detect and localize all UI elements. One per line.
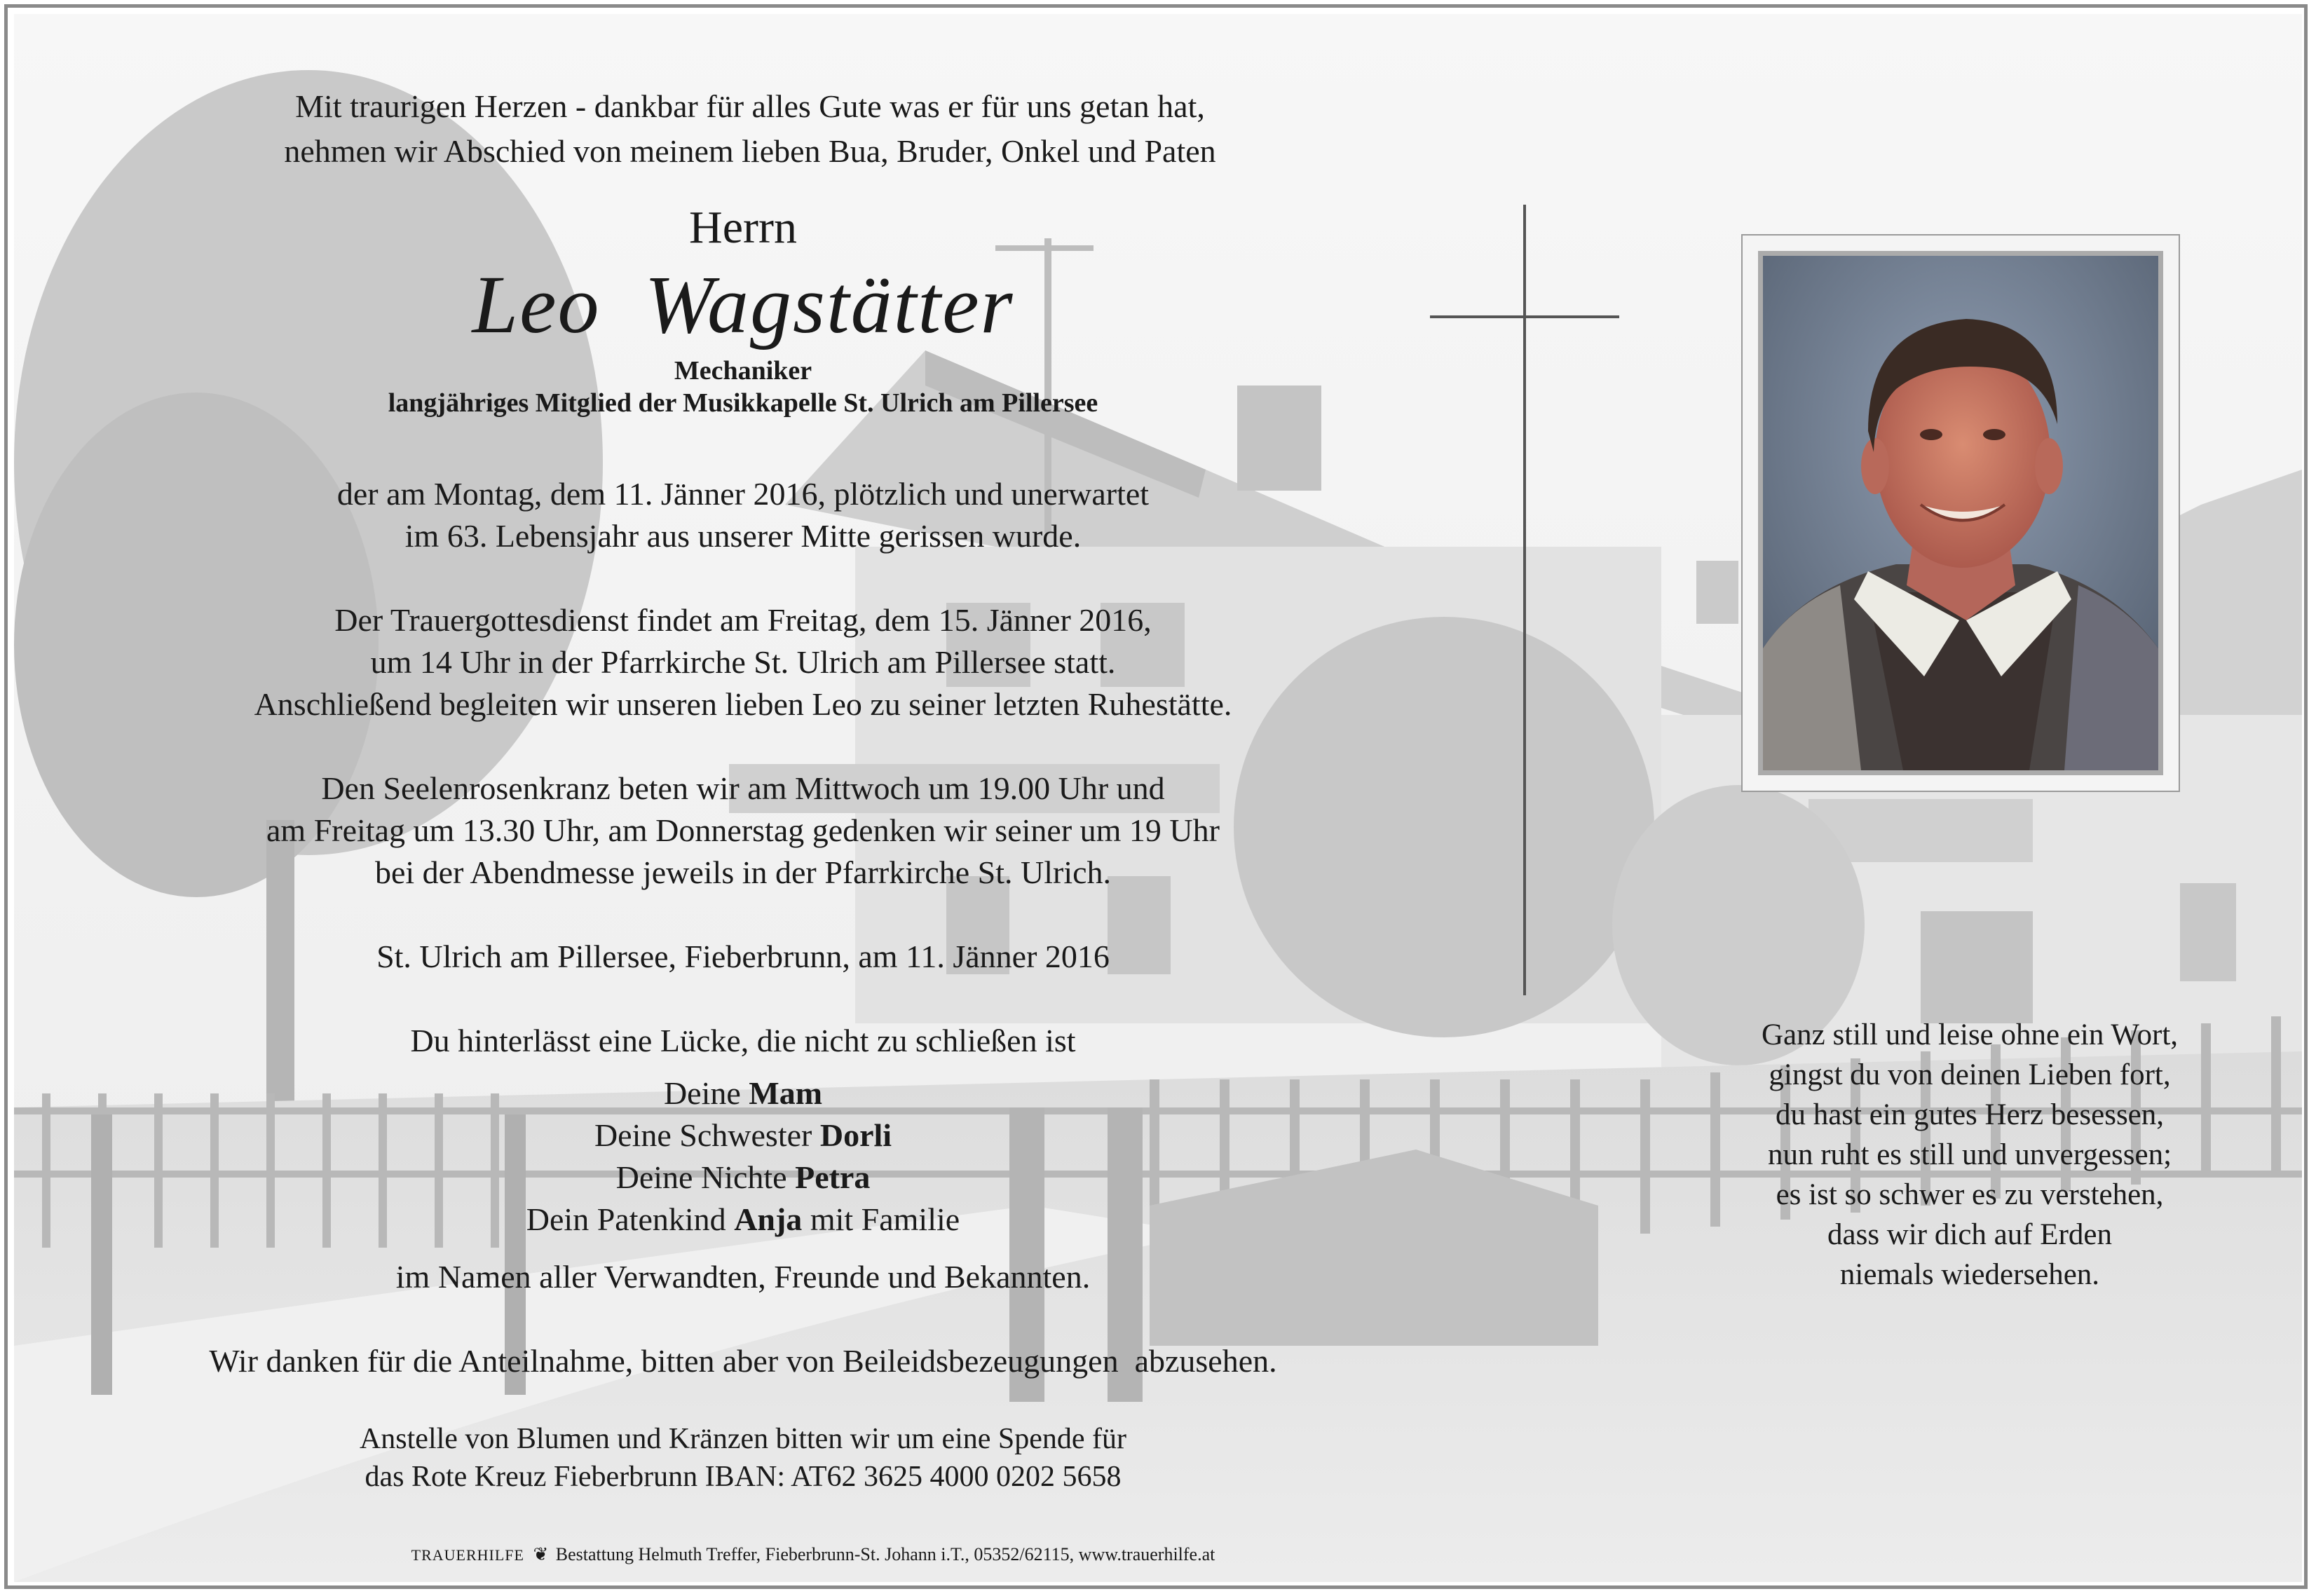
thanks-line: Wir danken für die Anteilnahme, bitten aber von Beileidsbezeugungen abzusehen.	[209, 1343, 1277, 1379]
service-line: um 14 Uhr in der Pfarrkirche St. Ulrich am Pillersee statt.	[370, 644, 1116, 680]
mourner-item: Dein Patenkind Anja mit Familie	[526, 1201, 960, 1237]
leaf-icon: ❦	[533, 1544, 549, 1564]
death-announcement	[168, 473, 1318, 557]
portrait-mat	[1758, 251, 2163, 775]
mourner-item: Deine Mam	[663, 1075, 823, 1111]
death-line: im 63. Lebensjahr aus unserer Mitte gerissen wurde.	[404, 518, 1082, 554]
donation-request	[140, 1420, 1346, 1496]
place-and-date: St. Ulrich am Pillersee, Fieberbrunn, am 11. Jänner 2016	[376, 939, 1110, 974]
cross-icon	[1430, 205, 1619, 995]
deceased-name: Leo Wagstätter	[472, 259, 1014, 350]
salutation: Herrn	[689, 202, 797, 253]
rosary-line: bei der Abendmesse jeweils in der Pfarrkirche St. Ulrich.	[374, 854, 1112, 890]
mourner-item: Deine Schwester Dorli	[594, 1117, 892, 1153]
intro-line: nehmen wir Abschied von meinem lieben Bua, Bruder, Onkel und Paten	[284, 133, 1216, 169]
intro-line: Mit traurigen Herzen - dankbar für alles Gute was er für uns getan hat,	[295, 88, 1205, 124]
occupation: Mechaniker	[674, 356, 812, 386]
poem-line: nun ruht es still und unvergessen;	[1767, 1138, 2172, 1171]
funeral-service-info	[84, 599, 1402, 725]
poem-line: Ganz still und leise ohne ein Wort,	[1761, 1018, 2179, 1051]
on-behalf-line: im Namen aller Verwandten, Freunde und Bekannten.	[395, 1259, 1091, 1295]
portrait-frame	[1741, 234, 2180, 792]
membership: langjähriges Mitglied der Musikkapelle St. Ulrich am Pillersee	[388, 388, 1098, 418]
service-line: Anschließend begleiten wir unseren lieben Leo zu seiner letzten Ruhestätte.	[254, 686, 1232, 722]
portrait-photo	[1763, 256, 2158, 770]
footer-credit	[266, 1543, 1360, 1567]
rosary-line: am Freitag um 13.30 Uhr, am Donnerstag gedenken wir seiner um 19 Uhr	[266, 812, 1220, 848]
donation-line: Anstelle von Blumen und Kränzen bitten wir um eine Spende für	[359, 1423, 1127, 1455]
footer-brand: TRAUERHILFE	[411, 1546, 524, 1564]
service-line: Der Trauergottesdienst findet am Freitag, dem 15. Jänner 2016,	[334, 602, 1152, 638]
mourners-list	[308, 1072, 1178, 1241]
death-line: der am Montag, dem 11. Jänner 2016, plötzlich und unerwartet	[336, 476, 1150, 512]
memorial-poem	[1682, 1015, 2257, 1295]
gap-line: Du hinterlässt eine Lücke, die nicht zu schließen ist	[410, 1023, 1076, 1058]
mourner-item: Deine Nichte Petra	[615, 1159, 871, 1195]
donation-line: das Rote Kreuz Fieberbrunn IBAN: AT62 3625 4000 0202 5658	[365, 1461, 1122, 1493]
footer-text: Bestattung Helmuth Treffer, Fieberbrunn-St. Johann i.T., 05352/62115, www.trauerhilfe.at	[555, 1544, 1215, 1564]
rosary-line: Den Seelenrosenkranz beten wir am Mittwoch um 19.00 Uhr und	[321, 770, 1165, 806]
poem-line: es ist so schwer es zu verstehen,	[1776, 1178, 2164, 1211]
poem-line: dass wir dich auf Erden	[1827, 1218, 2112, 1251]
intro-text	[126, 84, 1374, 174]
poem-line: gingst du von deinen Lieben fort,	[1769, 1058, 2171, 1091]
poem-line: du hast ein gutes Herz besessen,	[1775, 1098, 2165, 1131]
rosary-info	[98, 768, 1388, 894]
poem-line: niemals wiedersehen.	[1839, 1258, 2100, 1291]
